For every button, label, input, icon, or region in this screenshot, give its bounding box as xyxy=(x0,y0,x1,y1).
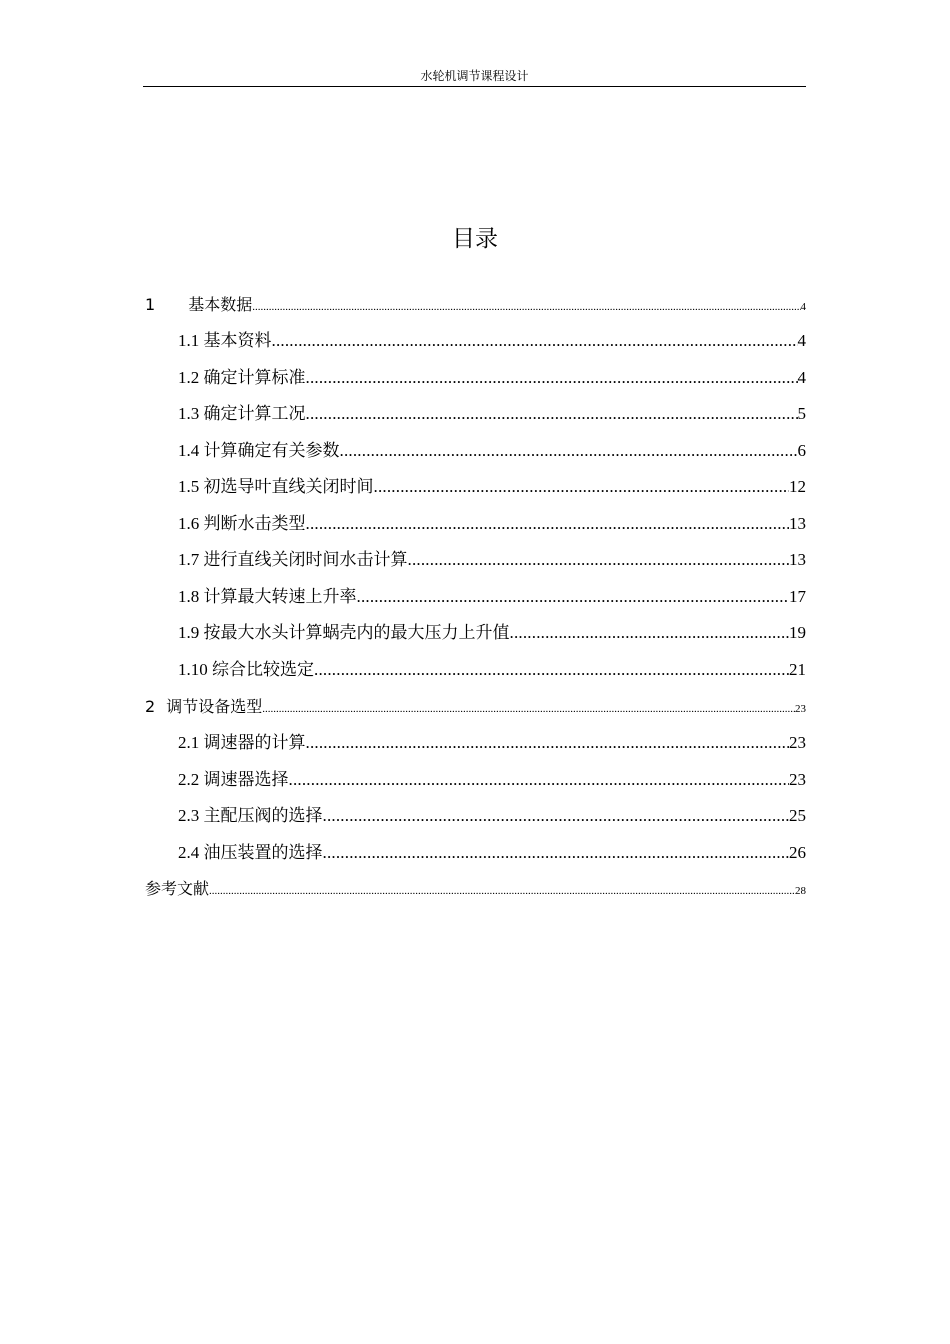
page-header xyxy=(143,66,806,87)
toc-page-number: 26 xyxy=(789,843,806,862)
toc-item-label: 2.3 主配压阀的选择 xyxy=(178,806,323,825)
toc-leader-dots xyxy=(408,547,790,573)
toc-section-title: 调节设备选型 xyxy=(166,697,263,716)
toc-page-number: 5 xyxy=(797,404,806,423)
toc-item-2-3[interactable] xyxy=(178,803,806,829)
toc-references-title: 参考文献 xyxy=(145,879,210,898)
toc-page-number: 19 xyxy=(789,623,806,642)
toc-item-label: 1.8 计算最大转速上升率 xyxy=(178,587,357,606)
toc-page-number: 28 xyxy=(795,885,806,897)
toc-item-1-1[interactable] xyxy=(178,328,806,354)
toc-section-title: 基本数据 xyxy=(188,295,253,314)
toc-item-1-10[interactable] xyxy=(178,657,806,683)
toc-leader-dots xyxy=(340,438,798,464)
toc-item-1-9[interactable] xyxy=(178,620,806,646)
toc-page-number: 13 xyxy=(789,514,806,533)
toc-item-label: 2.2 调速器选择 xyxy=(178,770,289,789)
toc-item-label: 1.7 进行直线关闭时间水击计算 xyxy=(178,550,408,569)
toc-item-label: 1.6 判断水击类型 xyxy=(178,514,306,533)
toc-section-number: 1 xyxy=(145,295,156,314)
toc-item-label: 1.3 确定计算工况 xyxy=(178,404,306,423)
toc-leader-dots xyxy=(306,511,790,537)
toc-leader-dots xyxy=(272,328,798,354)
toc-page-number: 23 xyxy=(789,733,806,752)
toc-item-label: 1.5 初选导叶直线关闭时间 xyxy=(178,477,374,496)
toc-leader-dots xyxy=(306,401,798,427)
toc-title: 目录 xyxy=(452,226,498,252)
toc-page-number: 4 xyxy=(797,368,806,387)
toc-leader-dots xyxy=(289,767,790,793)
toc-item-label: 1.9 按最大水头计算蜗壳内的最大压力上升值 xyxy=(178,623,510,642)
toc-leader-dots xyxy=(314,657,789,683)
toc-item-2-2[interactable] xyxy=(178,767,806,793)
toc-leader-dots xyxy=(323,840,790,866)
toc-item-1-3[interactable] xyxy=(178,401,806,427)
toc-item-label: 1.10 综合比较选定 xyxy=(178,660,314,679)
toc-leader-dots xyxy=(209,878,795,904)
toc-page-number: 25 xyxy=(789,806,806,825)
toc-page-number: 17 xyxy=(789,587,806,606)
toc-item-1-2[interactable] xyxy=(178,365,806,391)
toc-section-2[interactable] xyxy=(145,694,806,720)
toc-leader-dots xyxy=(357,584,790,610)
toc-item-2-1[interactable] xyxy=(178,730,806,756)
toc-item-label: 1.4 计算确定有关参数 xyxy=(178,441,340,460)
toc-references[interactable] xyxy=(145,876,806,902)
toc-item-label: 1.2 确定计算标准 xyxy=(178,368,306,387)
toc-item-label: 1.1 基本资料 xyxy=(178,331,272,350)
toc-item-label: 2.4 油压装置的选择 xyxy=(178,843,323,862)
toc-page-number: 23 xyxy=(795,703,806,715)
toc-item-1-5[interactable] xyxy=(178,474,806,500)
toc-item-1-4[interactable] xyxy=(178,438,806,464)
toc-item-2-4[interactable] xyxy=(178,840,806,866)
toc-leader-dots xyxy=(262,696,795,722)
toc-page-number: 6 xyxy=(797,441,806,460)
toc-leader-dots xyxy=(510,620,790,646)
toc-leader-dots xyxy=(374,474,790,500)
toc-section-label xyxy=(145,694,262,720)
toc-leader-dots xyxy=(306,730,790,756)
toc-item-1-6[interactable] xyxy=(178,511,806,537)
toc-section-number: 2 xyxy=(145,697,156,716)
toc-page-number: 4 xyxy=(800,301,806,313)
toc-page-number: 23 xyxy=(789,770,806,789)
toc-page-number: 13 xyxy=(789,550,806,569)
toc-page-number: 4 xyxy=(797,331,806,350)
toc-page-number: 12 xyxy=(789,477,806,496)
toc-section-label xyxy=(145,292,252,318)
toc-section-1[interactable] xyxy=(145,292,806,318)
toc-leader-dots xyxy=(323,803,790,829)
toc-leader-dots xyxy=(306,365,798,391)
toc-leader-dots xyxy=(252,294,800,320)
running-title: 水轮机调节课程设计 xyxy=(420,69,529,83)
toc-item-label: 2.1 调速器的计算 xyxy=(178,733,306,752)
toc-item-1-8[interactable] xyxy=(178,584,806,610)
toc-item-1-7[interactable] xyxy=(178,547,806,573)
toc-page-number: 21 xyxy=(789,660,806,679)
